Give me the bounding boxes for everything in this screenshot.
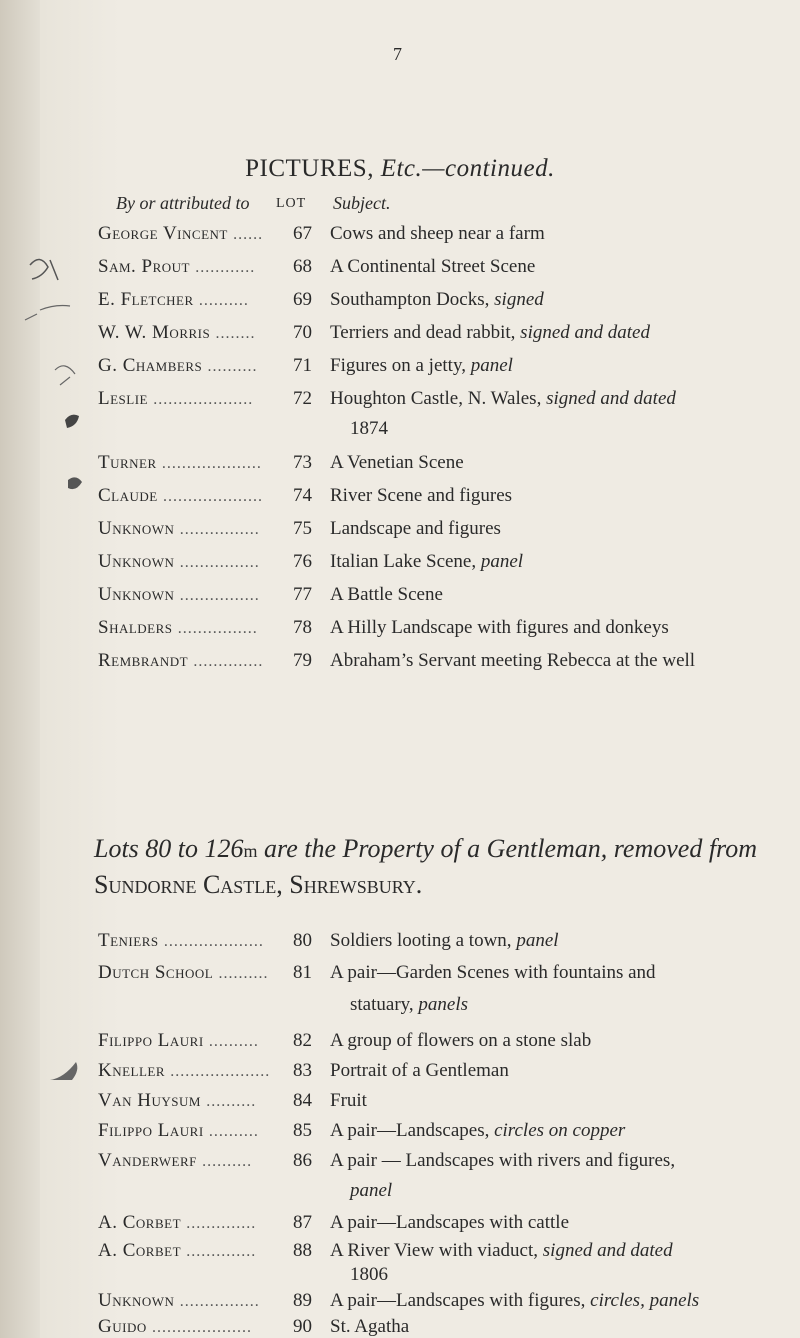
lot-subject xyxy=(330,1212,569,1234)
leader-dots: .................... xyxy=(161,455,262,472)
artist-name: George Vincent xyxy=(98,223,234,244)
lot-subject xyxy=(330,452,464,474)
subject-text: Portrait of a Gentleman xyxy=(330,1060,509,1081)
lot-artist xyxy=(98,962,268,984)
subject-text: A group of flowers on a stone slab xyxy=(330,1030,592,1051)
lot-number: 88 xyxy=(293,1240,312,1261)
lot-artist xyxy=(98,551,260,573)
artist-name: Vanderwerf xyxy=(98,1150,203,1171)
lot-number: 85 xyxy=(293,1120,312,1141)
leader-dots: ................ xyxy=(179,521,260,538)
lot-artist xyxy=(98,355,258,377)
lots-note-text: are the Property of a Gentleman, removed from xyxy=(257,834,757,863)
subject-text: Terriers and dead rabbit, xyxy=(330,322,516,343)
lot-artist xyxy=(98,1030,259,1052)
subject-text: A Hilly Landscape with figures and donkeys xyxy=(330,617,669,638)
lot-subject xyxy=(330,1120,625,1142)
artist-name: Van Huysum xyxy=(98,1090,207,1111)
lot-subject xyxy=(330,650,695,672)
subject-text: Abraham’s Servant meeting Rebecca at the well xyxy=(330,650,696,671)
lot-subject xyxy=(330,584,443,606)
leader-dots: .......... xyxy=(202,1153,253,1170)
lot-artist xyxy=(98,1120,259,1142)
lot-number: 73 xyxy=(293,452,312,473)
lot-subject xyxy=(330,322,650,344)
column-header-subject: Subject. xyxy=(333,193,391,213)
lot-number: 86 xyxy=(293,1150,312,1171)
leader-dots: .......... xyxy=(198,292,249,309)
lot-subject xyxy=(330,1060,509,1082)
subject-qualifier: panel xyxy=(470,355,513,376)
lot-artist xyxy=(98,930,264,952)
leader-dots: ...... xyxy=(233,226,264,243)
lot-number: 76 xyxy=(293,551,312,572)
lot-artist xyxy=(98,1150,252,1172)
leader-dots: .......... xyxy=(218,965,269,982)
leader-dots: .................... xyxy=(151,1319,252,1336)
lot-subject xyxy=(330,1316,409,1338)
leader-dots: .................... xyxy=(162,488,263,505)
continuation-text xyxy=(350,418,388,440)
lot-number: 71 xyxy=(293,355,312,376)
leader-dots: ................ xyxy=(177,620,258,637)
heading-main: PICTURES, xyxy=(245,155,374,182)
subject-text: A pair — Landscapes with rivers and figures, xyxy=(330,1150,676,1171)
subject-text: A Battle Scene xyxy=(330,584,443,605)
artist-name: Turner xyxy=(98,452,162,473)
continuation-plain: 1806 xyxy=(350,1264,388,1285)
lot-artist xyxy=(98,1316,252,1338)
leader-dots: ................ xyxy=(179,587,260,604)
leader-dots: .................... xyxy=(153,391,254,408)
artist-name: Leslie xyxy=(98,388,154,409)
lot-number: 80 xyxy=(293,930,312,951)
heading-continued: Etc.—continued. xyxy=(380,155,555,182)
lot-artist xyxy=(98,1212,256,1234)
section-heading xyxy=(0,155,800,183)
lot-artist xyxy=(98,1090,256,1112)
page-number: 7 xyxy=(393,44,402,64)
lot-number: 79 xyxy=(293,650,312,671)
subject-qualifier: circles on copper xyxy=(494,1120,626,1141)
lot-number: 83 xyxy=(293,1060,312,1081)
subject-text: A Continental Street Scene xyxy=(330,256,536,277)
subject-text: Soldiers looting a town, xyxy=(330,930,512,951)
continuation-text xyxy=(350,1180,392,1202)
artist-name: Shalders xyxy=(98,617,178,638)
subject-text: A Venetian Scene xyxy=(330,452,464,473)
subject-text: Southampton Docks, xyxy=(330,289,490,310)
subject-text: Fruit xyxy=(330,1090,367,1111)
lot-number: 81 xyxy=(293,962,312,983)
artist-name: Unknown xyxy=(98,584,180,605)
lots-note-m: m xyxy=(243,841,258,861)
lot-subject xyxy=(330,485,512,507)
subject-text: A pair—Landscapes with cattle xyxy=(330,1212,570,1233)
lot-artist xyxy=(98,256,255,278)
artist-name: W. W. Morris xyxy=(98,322,216,343)
leader-dots: ............ xyxy=(195,259,256,276)
artist-name: Unknown xyxy=(98,1290,180,1311)
lot-artist xyxy=(98,388,253,410)
subject-text: Landscape and figures xyxy=(330,518,501,539)
artist-name: E. Fletcher xyxy=(98,289,199,310)
lot-subject xyxy=(330,617,669,639)
artist-name: G. Chambers xyxy=(98,355,208,376)
lot-artist xyxy=(98,485,263,507)
pencil-annotations-graphic xyxy=(10,250,100,670)
artist-name: Unknown xyxy=(98,518,180,539)
lot-number: 70 xyxy=(293,322,312,343)
lot-subject xyxy=(330,388,676,410)
leader-dots: .................... xyxy=(163,933,264,950)
column-header-artist: By or attributed to xyxy=(116,193,250,213)
artist-name: Dutch School xyxy=(98,962,219,983)
pencil-mark-lower xyxy=(40,1050,100,1090)
subject-text: River Scene and figures xyxy=(330,485,513,506)
lot-number: 89 xyxy=(293,1290,312,1311)
lot-artist xyxy=(98,617,258,639)
subject-text: A River View with viaduct, xyxy=(330,1240,539,1261)
lot-number: 67 xyxy=(293,223,312,244)
lot-number: 69 xyxy=(293,289,312,310)
subject-text: Italian Lake Scene, xyxy=(330,551,477,572)
continuation-plain: 1874 xyxy=(350,418,388,439)
lot-artist xyxy=(98,1290,260,1312)
leader-dots: .......... xyxy=(208,1123,259,1140)
leader-dots: .................... xyxy=(170,1063,271,1080)
lots-note-range: Lots 80 to 126 xyxy=(94,834,244,863)
lot-subject xyxy=(330,518,501,540)
lot-artist xyxy=(98,1060,270,1082)
lot-number: 78 xyxy=(293,617,312,638)
leader-dots: .......... xyxy=(207,358,258,375)
subject-qualifier: signed and dated xyxy=(520,322,650,343)
continuation-text xyxy=(350,1264,388,1286)
lot-artist xyxy=(98,322,255,344)
lot-number: 90 xyxy=(293,1316,312,1337)
lot-number: 87 xyxy=(293,1212,312,1233)
lot-number: 82 xyxy=(293,1030,312,1051)
lot-subject xyxy=(330,1030,591,1052)
artist-name: Guido xyxy=(98,1316,152,1337)
lot-artist xyxy=(98,650,263,672)
column-header-lot: LOT xyxy=(276,196,307,211)
lot-subject xyxy=(330,551,523,573)
leader-dots: ................ xyxy=(179,1293,260,1310)
lot-number: 77 xyxy=(293,584,312,605)
lot-subject xyxy=(330,1290,699,1312)
artist-name: A. Corbet xyxy=(98,1240,187,1261)
lot-subject xyxy=(330,1150,675,1172)
artist-name: Sam. Prout xyxy=(98,256,196,277)
lot-artist xyxy=(98,584,260,606)
lot-subject xyxy=(330,289,544,311)
lot-artist xyxy=(98,518,260,540)
lot-subject xyxy=(330,1090,367,1112)
subject-qualifier: panel xyxy=(516,930,559,951)
lot-number: 68 xyxy=(293,256,312,277)
artist-name: Claude xyxy=(98,485,163,506)
continuation-qualifier: panel xyxy=(350,1180,393,1201)
lot-subject xyxy=(330,962,656,984)
subject-text: Houghton Castle, N. Wales, xyxy=(330,388,542,409)
lot-subject xyxy=(330,256,535,278)
subject-qualifier: signed and dated xyxy=(546,388,676,409)
subject-qualifier: circles, panels xyxy=(590,1290,700,1311)
artist-name: Teniers xyxy=(98,930,164,951)
lot-number: 72 xyxy=(293,388,312,409)
lot-subject xyxy=(330,1240,673,1262)
continuation-plain: statuary, xyxy=(350,994,414,1015)
leader-dots: .......... xyxy=(208,1033,259,1050)
leader-dots: ................ xyxy=(179,554,260,571)
leader-dots: .......... xyxy=(206,1093,257,1110)
subject-text: Cows and sheep near a farm xyxy=(330,223,545,244)
lot-artist xyxy=(98,1240,256,1262)
leader-dots: ........ xyxy=(215,325,256,342)
leader-dots: .............. xyxy=(186,1243,257,1260)
lot-subject xyxy=(330,355,513,377)
artist-name: Filippo Lauri xyxy=(98,1120,209,1141)
lot-artist xyxy=(98,452,262,474)
subject-text: St. Agatha xyxy=(330,1316,410,1337)
artist-name: Rembrandt xyxy=(98,650,194,671)
lot-number: 75 xyxy=(293,518,312,539)
subject-qualifier: signed xyxy=(494,289,544,310)
subject-text: A pair—Landscapes with figures, xyxy=(330,1290,586,1311)
lot-artist xyxy=(98,223,263,245)
continuation-qualifier: panels xyxy=(418,994,469,1015)
lots-note-location: Sundorne Castle, Shrewsbury. xyxy=(94,870,423,899)
leader-dots: .............. xyxy=(193,653,264,670)
artist-name: Filippo Lauri xyxy=(98,1030,209,1051)
artist-name: A. Corbet xyxy=(98,1212,187,1233)
subject-qualifier: panel xyxy=(480,551,524,572)
subject-text: A pair—Garden Scenes with fountains and xyxy=(330,962,656,983)
lot-subject xyxy=(330,223,545,245)
subject-text: Figures on a jetty, xyxy=(330,355,466,376)
artist-name: Unknown xyxy=(98,551,180,572)
subject-qualifier: signed and dated xyxy=(542,1240,673,1261)
lot-artist xyxy=(98,289,249,311)
lot-subject xyxy=(330,930,559,952)
lots-provenance-note xyxy=(94,832,784,902)
artist-name: Kneller xyxy=(98,1060,171,1081)
continuation-text xyxy=(350,994,468,1016)
subject-text: A pair—Landscapes, xyxy=(330,1120,490,1141)
leader-dots: .............. xyxy=(186,1215,257,1232)
lot-number: 74 xyxy=(293,485,312,506)
lot-number: 84 xyxy=(293,1090,312,1111)
